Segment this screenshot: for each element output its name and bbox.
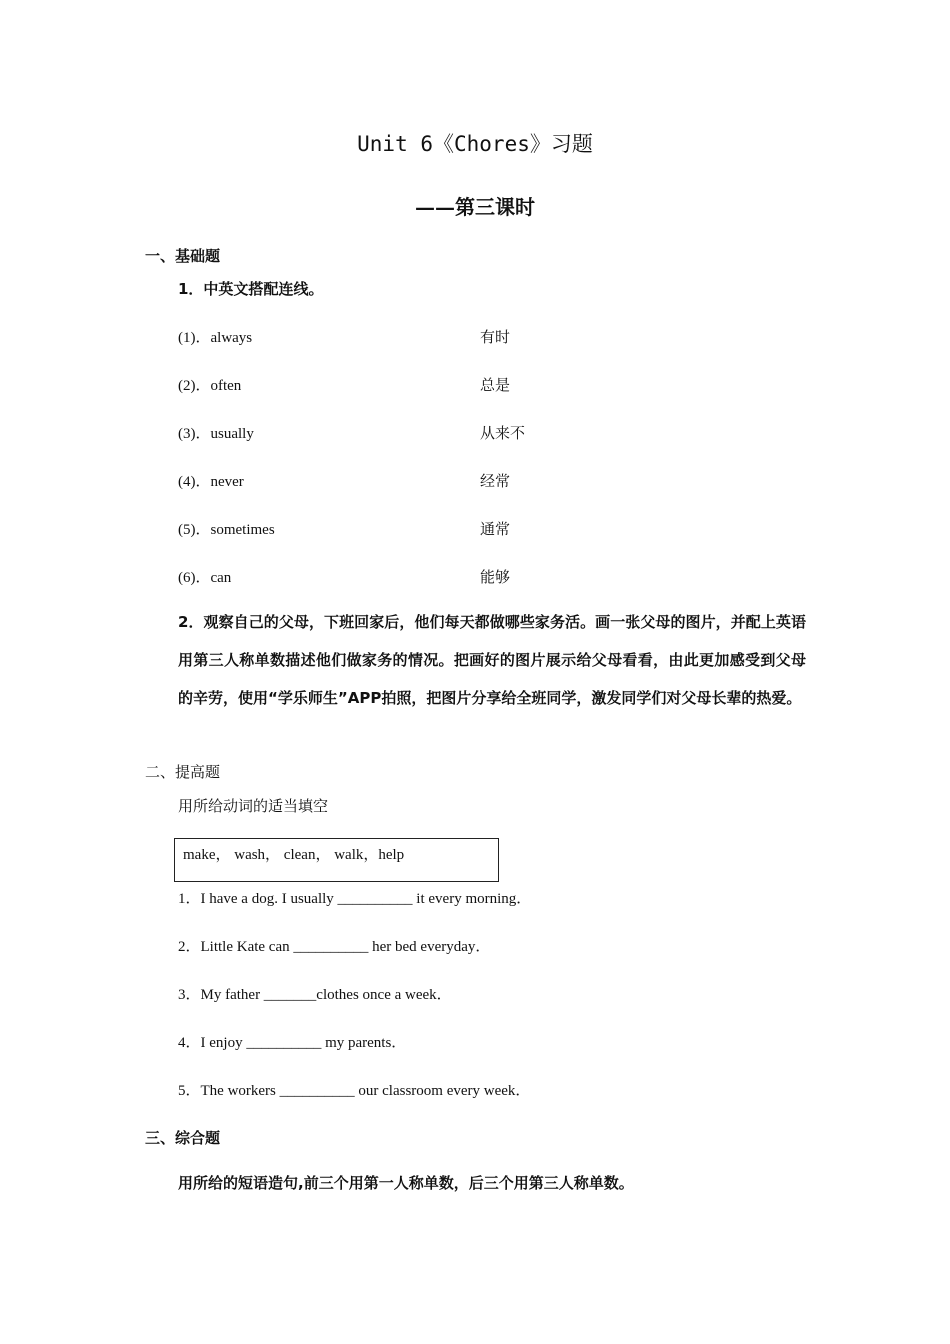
- word-box-text: make， wash， clean， walk，help: [183, 847, 405, 863]
- fill-sentence-5: 5．The workers __________ our classroom every week．: [178, 1083, 531, 1099]
- page-title: Unit 6《Chores》习题: [357, 132, 593, 156]
- section-heading-advanced: 二、提高题: [145, 763, 221, 781]
- match-cn-2: 总是: [480, 376, 511, 394]
- question-1-label: 1．中英文搭配连线。: [178, 280, 324, 298]
- match-cn-1: 有时: [480, 328, 511, 346]
- fill-sentence-4: 4．I enjoy __________ my parents．: [178, 1035, 407, 1051]
- section-heading-basic: 一、基础题: [145, 247, 221, 265]
- match-cn-6: 能够: [480, 568, 511, 586]
- page-subtitle: ——第三课时: [415, 195, 535, 219]
- match-en-1: (1)．always: [178, 330, 253, 346]
- match-en-3: (3)．usually: [178, 426, 254, 442]
- word-box: [174, 838, 499, 882]
- match-en-4: (4)．never: [178, 474, 244, 490]
- match-cn-3: 从来不: [480, 424, 526, 442]
- section-heading-comprehensive: 三、综合题: [145, 1129, 221, 1147]
- match-cn-4: 经常: [480, 472, 511, 490]
- fill-sentence-1: 1．I have a dog. I usually __________ it every morning．: [178, 891, 532, 907]
- fill-instruction: 用所给动词的适当填空: [178, 797, 329, 815]
- match-en-6: (6)．can: [178, 570, 232, 586]
- fill-sentence-3: 3．My father _______clothes once a week．: [178, 987, 452, 1003]
- composite-instruction: 用所给的短语造句,前三个用第一人称单数，后三个用第三人称单数。: [178, 1174, 634, 1192]
- fill-sentence-2: 2．Little Kate can __________ her bed everyday．: [178, 939, 491, 955]
- match-cn-5: 通常: [480, 520, 511, 538]
- match-en-2: (2)．often: [178, 378, 242, 394]
- question-2-text: 2．观察自己的父母，下班回家后，他们每天都做哪些家务活。画一张父母的图片，并配上英语用第三人称单数描述他们做家务的情况。把画好的图片展示给父母看看，由此更加感受到父母的辛劳，使用“学乐师生”APP拍照，把图片分享给全班同学，激发同学们对父母长辈的热爱。: [178, 613, 806, 707]
- match-en-5: (5)．sometimes: [178, 522, 275, 538]
